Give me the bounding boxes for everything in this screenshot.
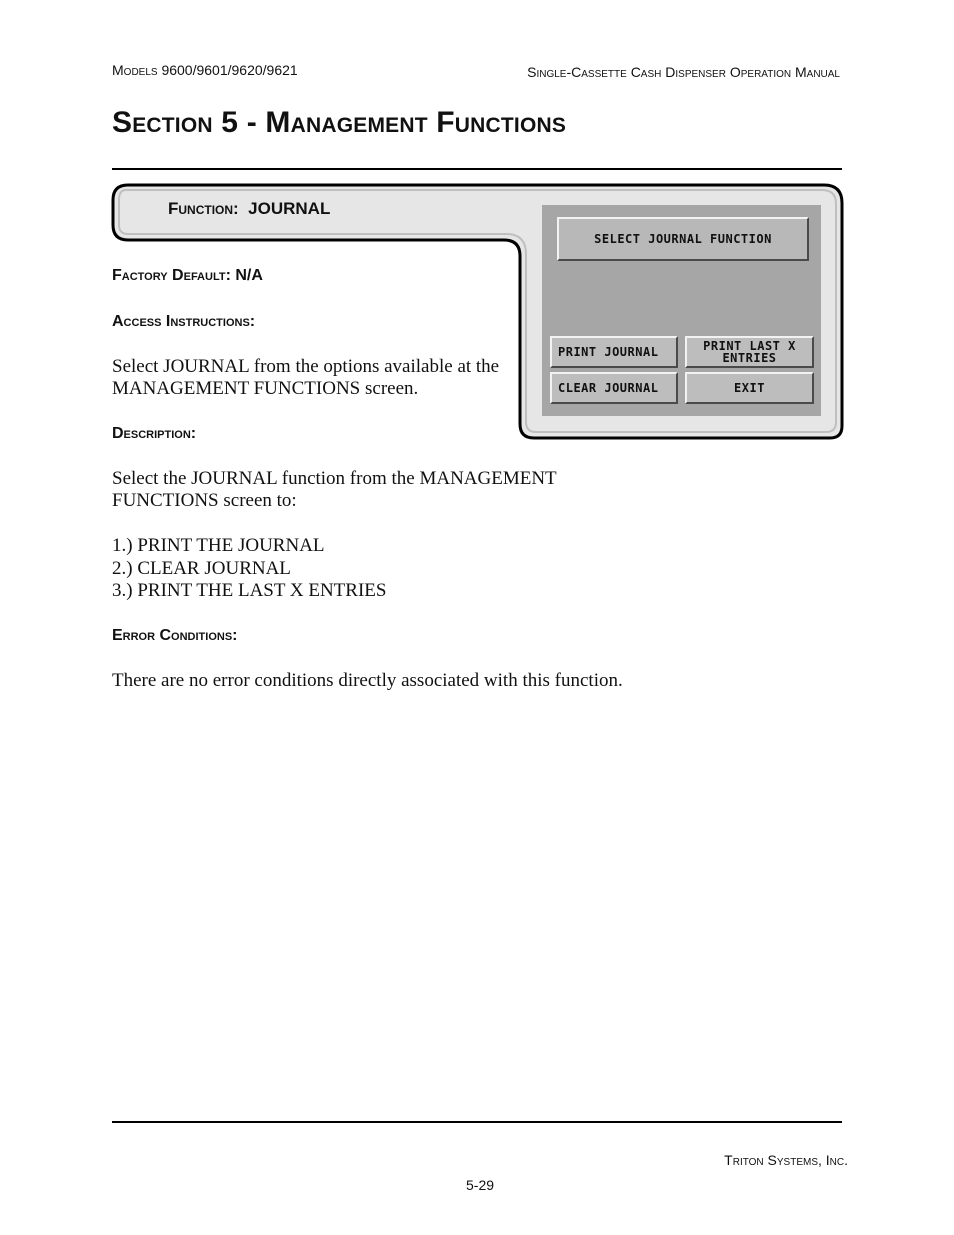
access-instructions-text: Select JOURNAL from the options available at the MANAGEMENT FUNCTIONS screen. [112,356,500,399]
print-journal-button[interactable]: PRINT JOURNAL [550,336,678,368]
print-last-entries-button[interactable]: PRINT LAST X ENTRIES [685,336,814,368]
header-manual-title: Single-Cassette Cash Dispenser Operation Manual [527,64,840,80]
header-models: Models 9600/9601/9620/9621 [112,62,298,78]
top-rule [112,168,842,170]
error-conditions-text: There are no error conditions directly associated with this function. [112,670,623,691]
factory-default-heading [112,267,263,285]
list-item: 2.) CLEAR JOURNAL [112,557,291,579]
function-prefix: Function: [168,199,239,218]
description-heading [112,425,196,443]
function-label [168,199,330,219]
exit-button[interactable]: EXIT [685,372,814,404]
description-label: Description: [112,425,197,442]
factory-default-value: N/A [235,267,263,284]
error-conditions-label: Error Conditions: [112,627,238,644]
function-name: JOURNAL [248,199,331,218]
function-list [112,535,386,603]
atm-screen [542,205,821,416]
list-item: 3.) PRINT THE LAST X ENTRIES [112,580,387,601]
access-instructions-label: Access Instructions: [112,313,256,330]
bottom-rule [112,1121,842,1123]
list-item: 1.) PRINT THE JOURNAL [112,535,325,556]
error-conditions-heading [112,627,238,645]
section-title: Section 5 - Management Functions [112,106,567,139]
screen-title-box: SELECT JOURNAL FUNCTION [557,217,809,261]
footer-company: Triton Systems, Inc. [724,1152,848,1168]
description-text: Select the JOURNAL function from the MANAGEMENT FUNCTIONS screen to: [112,468,557,511]
clear-journal-button[interactable]: CLEAR JOURNAL [550,372,678,404]
factory-default-label: Factory Default: [112,267,231,284]
page-number: 5-29 [466,1177,495,1193]
access-instructions-heading [112,313,255,331]
